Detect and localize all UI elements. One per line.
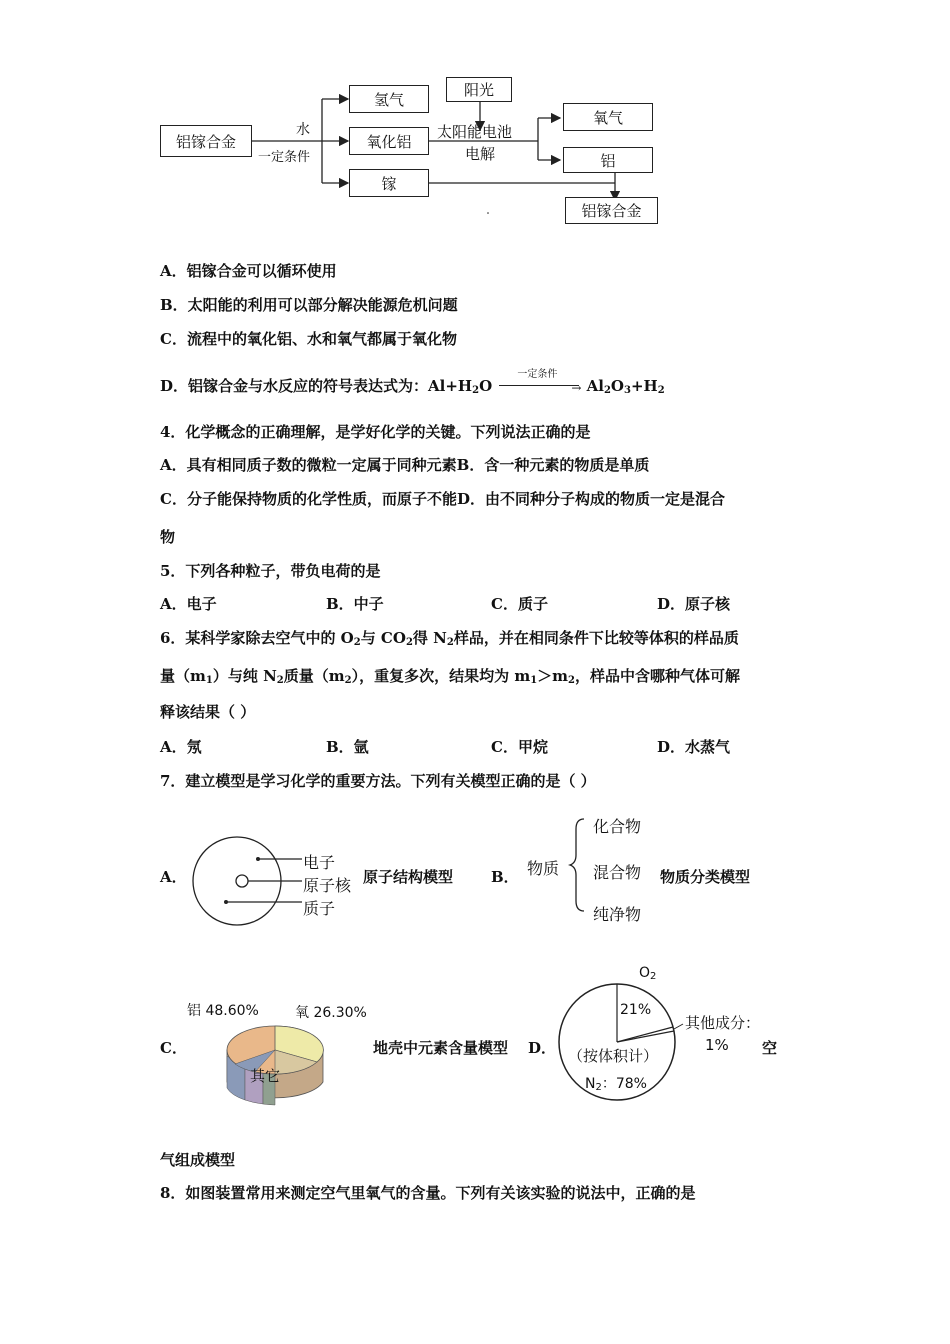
q5-option-c: C．质子 bbox=[491, 595, 548, 613]
air-label-n2: $N_2$：78% bbox=[585, 1076, 647, 1093]
flow-box-o2: 氧气 bbox=[563, 103, 653, 131]
q7-d-caption-part1: 空 bbox=[762, 1039, 778, 1057]
q5-option-a: A．电子 bbox=[160, 595, 217, 613]
q7-a-caption: 原子结构模型 bbox=[363, 868, 454, 886]
flow-box-al2o3: 氧化铝 bbox=[349, 127, 429, 155]
q3-option-a: A．铝镓合金可以循环使用 bbox=[160, 262, 337, 280]
curly-brace-icon bbox=[568, 815, 590, 915]
q6-stem-line2: 量$(m_1)$与纯 $N_2$质量$(m_2)$，重复多次，结果均为 $m_1>m_2$，样品中含哪种气体可解 bbox=[160, 667, 741, 686]
q6-option-c: C．甲烷 bbox=[491, 738, 548, 756]
flow-box-al: 铝 bbox=[563, 147, 653, 173]
pie-label-al: 铝 48.60% bbox=[187, 1003, 259, 1019]
flow-box-sun: 阳光 bbox=[446, 77, 512, 102]
crust-pie-chart bbox=[215, 1010, 330, 1110]
classification-item-3: 纯净物 bbox=[593, 905, 642, 924]
q7-stem: 7．建立模型是学习化学的重要方法。下列有关模型正确的是（ ） bbox=[160, 772, 596, 790]
flow-electrolysis-label: 电解 bbox=[465, 145, 496, 163]
q4-options-cd: C．分子能保持物质的化学性质，而原子不能D．由不同种分子构成的物质一定是混合 bbox=[160, 490, 725, 508]
q4-options-cd-cont: 物 bbox=[160, 528, 176, 546]
q7-a-label: A． bbox=[160, 868, 187, 886]
q7-d-label: D． bbox=[528, 1039, 557, 1057]
q3-option-d: D．铝镓合金与水反应的符号表达式为：$Al+H_2O$ 一定条件 → $Al_2O_3+H_2$ bbox=[160, 376, 665, 401]
classification-item-1: 化合物 bbox=[593, 817, 642, 836]
q4-options-ab: A．具有相同质子数的微粒一定属于同种元素B．含一种元素的物质是单质 bbox=[160, 456, 650, 474]
classification-item-2: 混合物 bbox=[593, 863, 642, 882]
air-label-byvolume: （按体积计） bbox=[568, 1047, 659, 1065]
air-label-1: 1% bbox=[705, 1036, 729, 1054]
q6-option-a: A．氖 bbox=[160, 738, 202, 756]
air-label-other: 其他成分： bbox=[685, 1014, 761, 1032]
air-label-o2: $O_2$ bbox=[639, 965, 657, 982]
q7-b-caption: 物质分类模型 bbox=[660, 868, 751, 886]
q7-c-caption: 地壳中元素含量模型 bbox=[373, 1039, 509, 1057]
q5-option-b: B．中子 bbox=[326, 595, 384, 613]
q6-stem-line3: 释该结果（ ） bbox=[160, 703, 256, 721]
flow-box-h2: 氢气 bbox=[349, 85, 429, 113]
q5-option-d: D．原子核 bbox=[657, 595, 731, 613]
q8-stem: 8．如图装置常用来测定空气里氧气的含量。下列有关该实验的说法中，正确的是 bbox=[160, 1184, 696, 1202]
q6-option-d: D．水蒸气 bbox=[657, 738, 731, 756]
flow-box-ga: 镓 bbox=[349, 169, 429, 197]
flow-water-label: 水 bbox=[296, 122, 310, 138]
q7-d-caption-part2: 气组成模型 bbox=[160, 1151, 236, 1169]
q3-arrow-condition: 一定条件 bbox=[517, 369, 558, 380]
flow-condition-label: 一定条件 bbox=[258, 150, 311, 165]
q4-stem: 4．化学概念的正确理解，是学好化学的关键。下列说法正确的是 bbox=[160, 423, 591, 441]
q3-option-c: C．流程中的氧化铝、水和氧气都属于氧化物 bbox=[160, 330, 457, 348]
q3-reaction-arrow: 一定条件 → bbox=[497, 377, 581, 397]
pie-label-o: 氧 26.30% bbox=[295, 1005, 367, 1021]
classification-root: 物质 bbox=[527, 859, 560, 878]
q6-option-b: B．氩 bbox=[326, 738, 369, 756]
q7-c-label: C． bbox=[160, 1039, 187, 1057]
air-label-21: 21% bbox=[620, 1002, 652, 1018]
flow-box-result: 铝镓合金 bbox=[565, 197, 658, 224]
flow-box-alloy: 铝镓合金 bbox=[160, 125, 252, 157]
atom-electron-label: 电子 bbox=[303, 853, 336, 872]
q6-stem-line1: 6．某科学家除去空气中的 $O_2$与 $CO_2$得 $N_2$样品，并在相同条件下比较等体积的样品质 bbox=[160, 629, 739, 648]
atom-proton-label: 质子 bbox=[303, 899, 336, 918]
flow-solar-label: 太阳能电池 bbox=[437, 123, 513, 141]
q5-stem: 5．下列各种粒子，带负电荷的是 bbox=[160, 562, 381, 580]
atom-nucleus-label: 原子核 bbox=[303, 876, 352, 895]
q7-b-label: B． bbox=[491, 868, 519, 886]
pie-label-other: 其它 bbox=[250, 1067, 281, 1085]
q3-option-b: B．太阳能的利用可以部分解决能源危机问题 bbox=[160, 296, 458, 314]
